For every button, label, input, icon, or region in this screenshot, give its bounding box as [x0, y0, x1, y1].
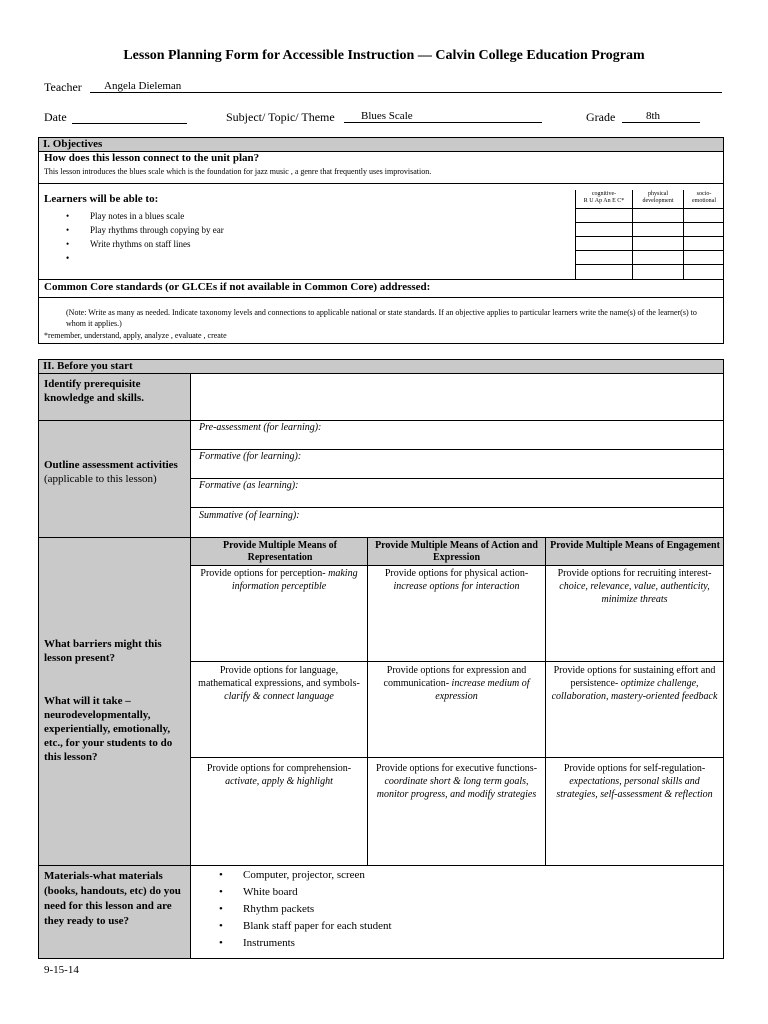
grade-value: 8th	[646, 110, 661, 122]
subject-label: Subject/ Topic/ Theme	[226, 110, 335, 124]
grade-label: Grade	[586, 110, 616, 124]
pre-assessment-field[interactable]: Pre-assessment (for learning):	[199, 422, 322, 433]
udl-header-engagement: Provide Multiple Means of Engagement	[550, 540, 720, 551]
objectives-heading: I. Objectives	[38, 137, 724, 152]
unit-question: How does this lesson connect to the unit plan?	[44, 152, 260, 164]
formative-as-field[interactable]: Formative (as learning):	[199, 480, 299, 491]
grade-field[interactable]	[622, 110, 700, 123]
assessment-label: Outline assessment activities	[44, 459, 178, 471]
date-field[interactable]	[72, 110, 187, 124]
materials-list	[219, 867, 699, 952]
list-item[interactable]: • Computer, projector, screen	[219, 867, 699, 884]
prereq-label: Identify prerequisite knowledge and skills.	[44, 378, 144, 404]
domain-header-physical: physical development	[642, 191, 674, 204]
assessment-label-block	[44, 458, 189, 486]
standards-note: (Note: Write as many as needed. Indicate taxonomy levels and connections to applicable national or state standards. If an objective applies to particular learners write the name(s) of the learner(s) to whom it applies.)	[66, 308, 697, 328]
udl-cell[interactable]: Provide options for perception- making information perceptible	[200, 568, 358, 592]
list-item[interactable]: • Write rhythms on staff lines	[66, 237, 566, 251]
udl-header-action: Provide Multiple Means of Action and Expression	[375, 540, 538, 563]
taxonomy-footnote: *remember, understand, apply, analyze , evaluate , create	[44, 331, 227, 340]
udl-cell[interactable]: Provide options for expression and communication- increase medium of expression	[383, 665, 530, 702]
learners-heading: Learners will be able to:	[44, 193, 159, 205]
subject-field[interactable]	[344, 110, 542, 123]
domain-header-socio: socio- emotional	[692, 191, 716, 204]
prereq-input[interactable]	[191, 374, 723, 420]
formative-for-field[interactable]: Formative (for learning):	[199, 451, 302, 462]
subject-value: Blues Scale	[361, 110, 413, 122]
udl-cell[interactable]: Provide options for executive functions- coordinate short & long term goals, monitor progress, and modify strategies	[375, 763, 538, 800]
form-title: Lesson Planning Form for Accessible Instruction — Calvin College Education Program	[123, 48, 645, 63]
udl-header-representation: Provide Multiple Means of Representation	[223, 540, 337, 563]
standards-heading: Common Core standards (or GLCEs if not available in Common Core) addressed:	[44, 281, 431, 293]
list-item[interactable]: • Rhythm packets	[219, 901, 699, 918]
list-item[interactable]: • White board	[219, 884, 699, 901]
udl-cell[interactable]: Provide options for language, mathematical expressions, and symbols- clarify & connect language	[198, 665, 360, 702]
footer-date: 9-15-14	[44, 964, 79, 976]
assessment-sublabel: (applicable to this lesson)	[44, 473, 157, 485]
domain-header-cognitive: cognitive- R U Ap An E C*	[583, 191, 625, 204]
date-label: Date	[44, 110, 67, 124]
teacher-value: Angela Dieleman	[104, 80, 182, 92]
barriers-question: What barriers might this lesson present?	[44, 638, 162, 664]
teacher-label: Teacher	[44, 80, 82, 94]
list-item[interactable]: • Instruments	[219, 935, 699, 952]
list-item[interactable]: • Play rhythms through copying by ear	[66, 223, 566, 237]
udl-cell[interactable]: Provide options for recruiting interest- choice, relevance, value, authenticity, minimize threats	[557, 568, 712, 605]
udl-cell[interactable]: Provide options for self-regulation- expectations, personal skills and strategies, self-assessment & reflection	[556, 763, 713, 800]
udl-cell[interactable]: Provide options for comprehension- activate, apply & highlight	[206, 763, 352, 787]
summative-field[interactable]: Summative (of learning):	[199, 510, 300, 521]
udl-cell[interactable]: Provide options for sustaining effort and persistence- optimize challenge, collaboration, mastery-oriented feedback	[551, 665, 718, 702]
requirements-question: What will it take – neurodevelopmentally, experientially, emotionally, etc., for your students to do this lesson?	[44, 695, 173, 763]
udl-cell[interactable]: Provide options for physical action- increase options for interaction	[384, 568, 529, 592]
before-heading: II. Before you start	[38, 359, 724, 374]
learner-list	[66, 209, 566, 251]
teacher-field[interactable]	[90, 80, 722, 93]
materials-label: Materials-what materials (books, handouts, etc) do you need for this lesson and are they ready to use?	[44, 870, 181, 927]
unit-answer[interactable]: This lesson introduces the blues scale which is the foundation for jazz music , a genre that frequently uses improvisation.	[44, 167, 432, 176]
list-item[interactable]: • Blank staff paper for each student	[219, 918, 699, 935]
list-item[interactable]: • Play notes in a blues scale	[66, 209, 566, 223]
